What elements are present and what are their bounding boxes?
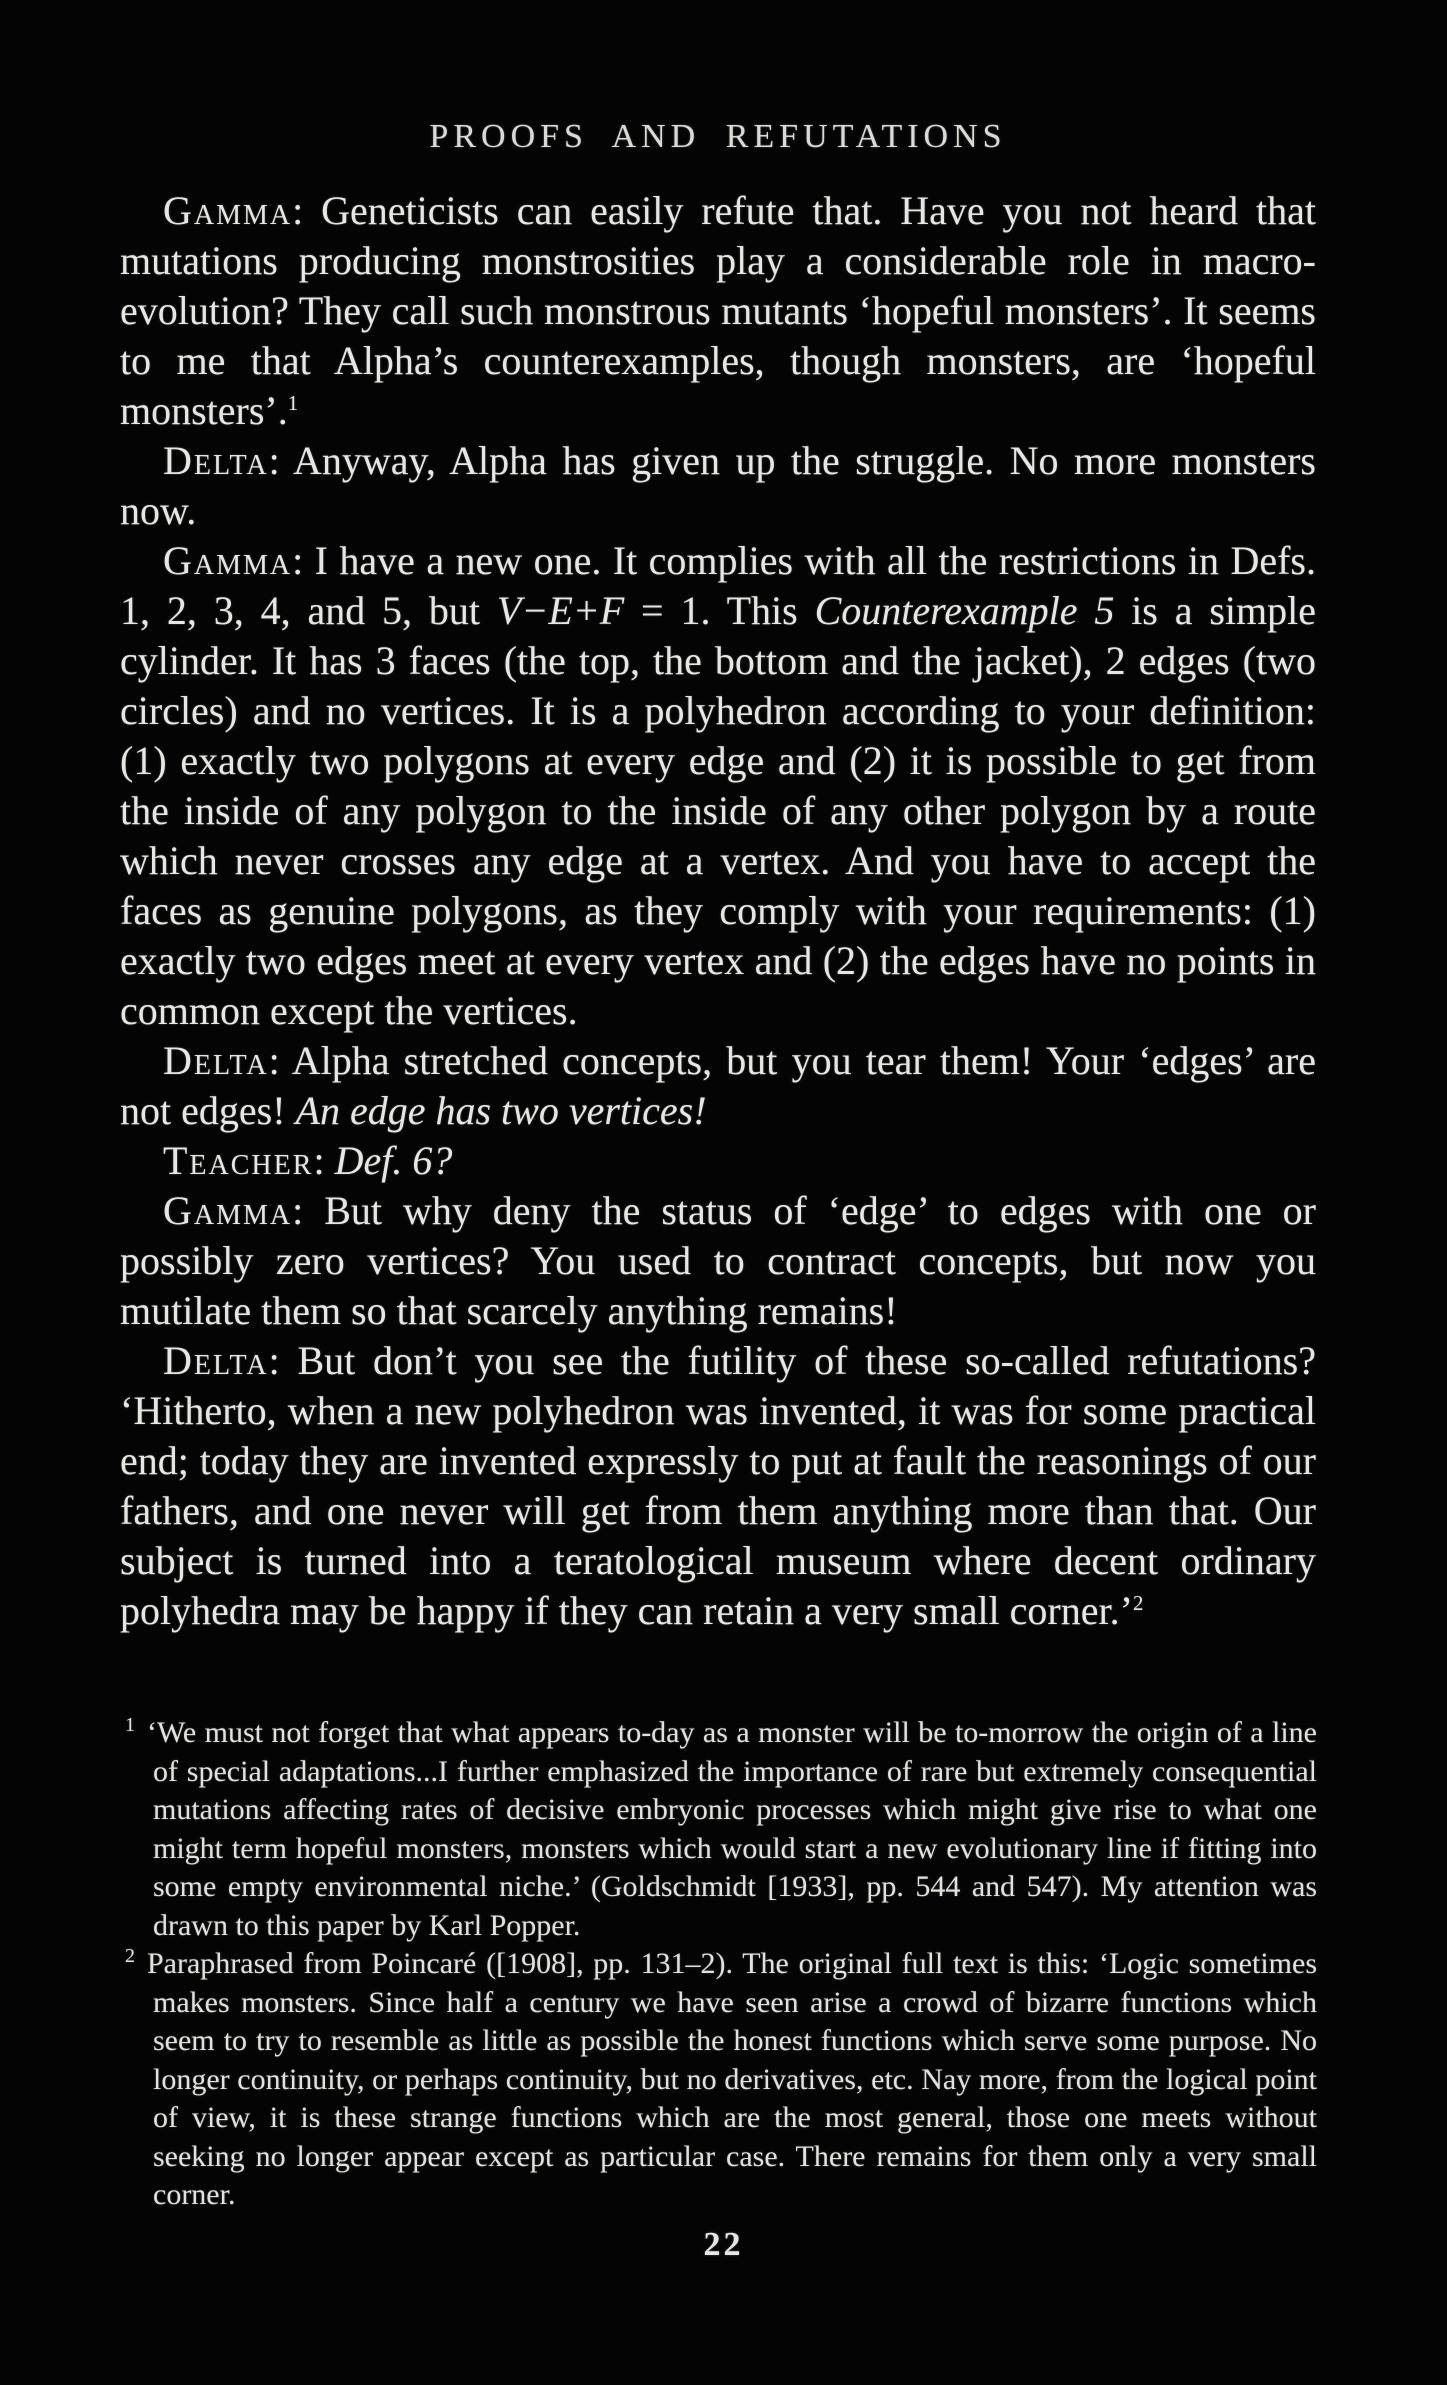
footnote-reference-2: 2 — [1132, 1592, 1144, 1615]
speaker-name: Gamma — [163, 188, 293, 233]
dialogue-segment: = 1. This — [624, 588, 815, 633]
speaker-name: Delta — [163, 1338, 269, 1383]
footnote-text: Paraphrased from Poincaré ([1908], pp. 131–2). The original full text is this: ‘Logic sometimes makes monsters. Since half a century we have seen arise a crowd of bizarre functions which seem to try to resemble as little as possible the honest functions which serve some purpose. No longer continuity, or perhaps continuity, but no derivatives, etc. Nay more, from the logical point of view, it is these strange functions which are the most general, those one meets without seeking no longer appear except as particular case. There remains for them only a very small corner. — [147, 1947, 1317, 2211]
page-number: 22 — [703, 2226, 744, 2263]
dialogue-segment: : But why deny the status of ‘edge’ to edges with one or possibly zero vertices? You used to contract concepts, but now you mutilate them so that scarcely anything remains! — [120, 1188, 1316, 1333]
footnote-reference-1: 1 — [287, 392, 299, 415]
dialogue-paragraph-gamma-1 — [120, 186, 1316, 436]
footnote-marker-2: 2 — [125, 1945, 135, 1967]
dialogue-segment: : — [313, 1138, 335, 1183]
speaker-name: Delta — [163, 1038, 269, 1083]
italic-phrase: Def. 6? — [334, 1138, 453, 1183]
footnote-marker-1: 1 — [125, 1714, 135, 1736]
dialogue-segment: : Geneticists can easily refute that. Have you not heard that mutations producing monstrosities play a considerable role in macro-evolution? They call such monstrous mutants ‘hopeful monsters’. It seems to me that Alpha’s counterexamples, though monsters, are ‘hopeful monsters’. — [120, 188, 1316, 433]
speaker-name: Gamma — [163, 1188, 293, 1233]
speaker-name: Gamma — [163, 538, 293, 583]
dialogue-segment: : Alpha stretched concepts, but you tear them! Your ‘edges’ are not edges! — [120, 1038, 1316, 1133]
dialogue-segment: is a simple cylinder. It has 3 faces (the top, the bottom and the jacket), 2 edges (two circles) and no vertices. It is a polyhedron according to your definition: (1) exactly two polygons at every edge and (2) it is possible to get from the inside of any polygon to the inside of any other polygon by a route which never crosses any edge at a vertex. And you have to accept the faces as genuine polygons, as they comply with your requirements: (1) exactly two edges meet at every vertex and (2) the edges have no points in common except the vertices. — [120, 588, 1316, 1033]
math-expression: V−E+F — [496, 588, 625, 633]
dialogue-segment: : But don’t you see the futility of these so-called refutations? ‘Hitherto, when a new polyhedron was invented, it was for some practical end; today they are invented expressly to put at fault the reasonings of our fathers, and one never will get from them anything more than that. Our subject is turned into a teratological museum where decent ordinary polyhedra may be happy if they can retain a very small corner.’ — [120, 1338, 1316, 1633]
speaker-name: Delta — [163, 438, 269, 483]
footnote-1 — [125, 1714, 1317, 1945]
dialogue-paragraph-delta-1 — [120, 436, 1316, 536]
dialogue-segment: : I have a new one. It complies with all the restrictions in Defs. 1, 2, 3, 4, and 5, but — [120, 538, 1316, 633]
running-header: PROOFS AND REFUTATIONS — [429, 118, 1007, 155]
italic-phrase: Counterexample 5 — [814, 588, 1115, 633]
dialogue-section — [120, 186, 1316, 1636]
dialogue-paragraph-delta-2 — [120, 1036, 1316, 1136]
speaker-name: Teacher — [163, 1138, 314, 1183]
italic-phrase: An edge has two vertices! — [295, 1088, 707, 1133]
footnotes-section — [125, 1714, 1317, 2215]
dialogue-paragraph-teacher — [120, 1136, 1316, 1186]
dialogue-segment: : Anyway, Alpha has given up the struggle. No more monsters now. — [120, 438, 1316, 533]
dialogue-paragraph-delta-3 — [120, 1336, 1316, 1636]
dialogue-paragraph-gamma-2 — [120, 536, 1316, 1036]
footnote-text: ‘We must not forget that what appears to-day as a monster will be to-morrow the origin of a line of special adaptations...I further emphasized the importance of rare but extremely consequential mutations affecting rates of decisive embryonic processes which might give rise to what one might term hopeful monsters, monsters which would start a new evolutionary line if fitting into some empty environmental niche.’ (Goldschmidt [1933], pp. 544 and 547). My attention was drawn to this paper by Karl Popper. — [147, 1716, 1317, 1942]
footnote-2 — [125, 1945, 1317, 2215]
dialogue-paragraph-gamma-3 — [120, 1186, 1316, 1336]
